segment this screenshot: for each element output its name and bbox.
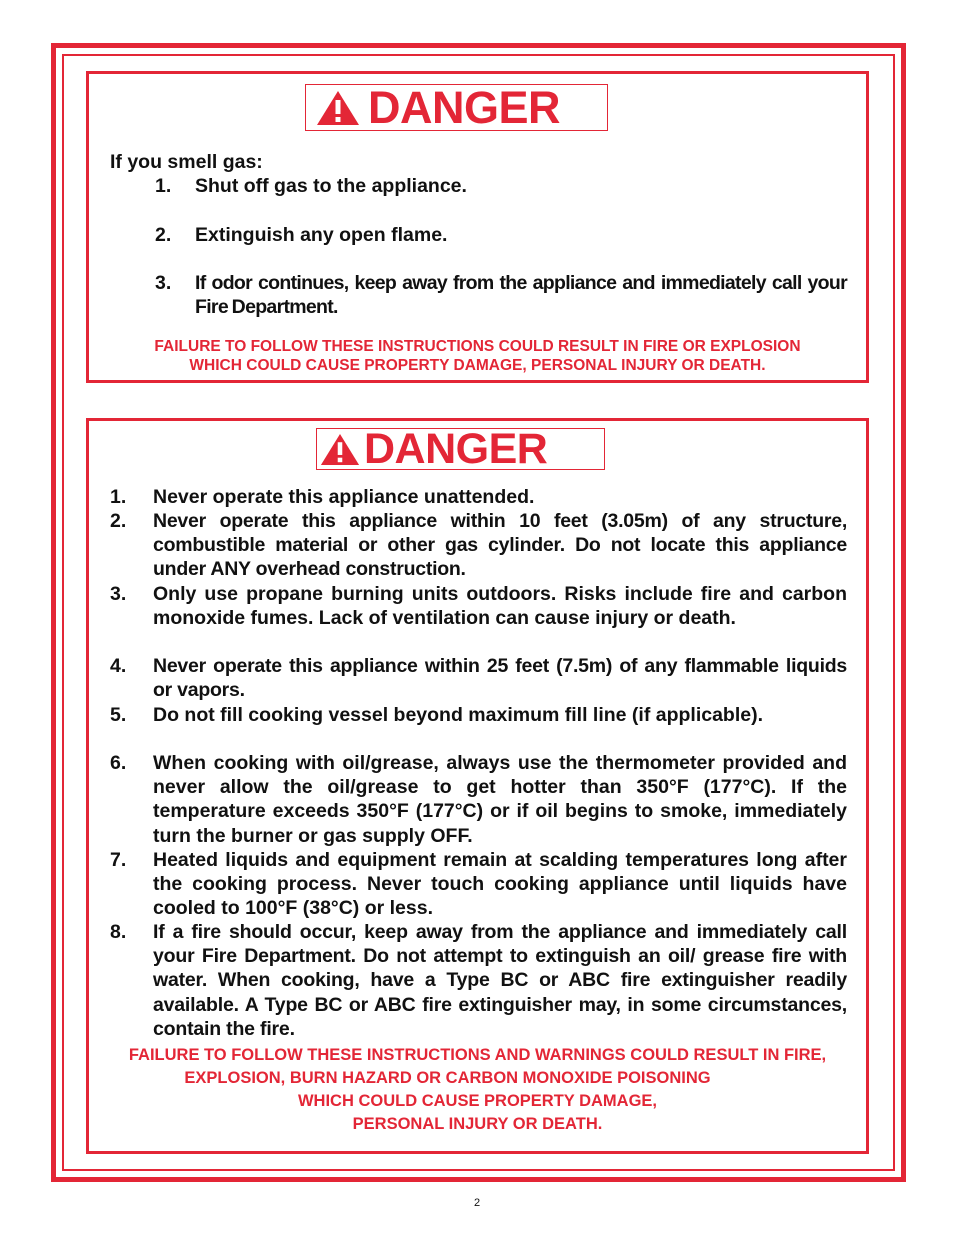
s2-item-5-num: 5. (110, 704, 127, 726)
gas-intro: If you smell gas: (110, 151, 263, 173)
s2-warning-line-2: EXPLOSION, BURN HAZARD OR CARBON MONOXIDE POISONING (184, 1069, 711, 1087)
s1-item-1-text: Shut off gas to the appliance. (195, 175, 467, 197)
s2-item-7-text: Heated liquids and equipment remain at scalding temperatures long after the cooking process. Never touch cooking appliance until liquids have cooled to 100°F (38°C) or less. (153, 849, 847, 920)
danger-header-1 (305, 84, 608, 131)
s1-item-1-num: 1. (155, 175, 172, 197)
s2-item-3-num: 3. (110, 583, 127, 605)
s1-warning-line-1: FAILURE TO FOLLOW THESE INSTRUCTIONS COULD RESULT IN FIRE OR EXPLOSION (154, 338, 801, 355)
s2-item-2-text: Never operate this appliance within 10 feet (3.05m) of any structure, combustible material or other gas cylinder. Do not locate this appliance under ANY overhead construction. (153, 510, 847, 581)
s1-warning-line-2: WHICH COULD CAUSE PROPERTY DAMAGE, PERSONAL INJURY OR DEATH. (189, 357, 766, 374)
s2-item-2-num: 2. (110, 510, 127, 532)
s2-item-6-num: 6. (110, 752, 127, 774)
s2-item-3-text: Only use propane burning units outdoors. Risks include fire and carbon monoxide fumes. Lack of ventilation can cause injury or death. (153, 583, 847, 630)
s2-item-6-text: When cooking with oil/grease, always use the thermometer provided and never allow the oil/grease to get hotter than 350°F (177°C). If the temperature exceeds 350°F (177°C) or if oil begins to smoke, immediately turn the burner or gas supply OFF. (153, 752, 847, 847)
s1-item-3-num: 3. (155, 272, 172, 294)
danger-title: DANGER (364, 424, 548, 473)
s1-item-3-text: If odor continues, keep away from the appliance and immediately call your Fire Department. (195, 272, 847, 319)
s2-item-4-num: 4. (110, 655, 127, 677)
danger-title: DANGER (368, 82, 561, 133)
s2-item-5-text: Do not fill cooking vessel beyond maximum fill line (if applicable). (153, 704, 764, 726)
s2-item-1-num: 1. (110, 486, 127, 508)
s2-item-8-num: 8. (110, 921, 127, 943)
s2-item-7-num: 7. (110, 849, 127, 871)
s2-warning-line-4: PERSONAL INJURY OR DEATH. (352, 1115, 603, 1133)
s2-warning-line-1: FAILURE TO FOLLOW THESE INSTRUCTIONS AND WARNINGS COULD RESULT IN FIRE, (128, 1046, 827, 1064)
page-number: 2 (473, 1197, 481, 1209)
s2-warning-line-3: WHICH COULD CAUSE PROPERTY DAMAGE, (297, 1092, 658, 1110)
s2-item-1-text: Never operate this appliance unattended. (153, 486, 535, 508)
s2-item-8-text: If a fire should occur, keep away from the appliance and immediately call your Fire Department. Do not attempt to extinguish an oil/ grease fire with water. When cooking, have a Type BC or ABC fire extinguisher readily available. A Type BC or ABC fire extinguisher may, in some circumstances, contain the fire. (153, 921, 847, 1040)
s1-item-2-num: 2. (155, 224, 172, 246)
s2-warning (86, 1044, 869, 1136)
s2-item-4-text: Never operate this appliance within 25 feet (7.5m) of any flammable liquids or vapors. (153, 655, 847, 702)
warning-triangle-icon (316, 90, 360, 126)
s1-item-2-text: Extinguish any open flame. (195, 224, 448, 246)
s1-warning (90, 337, 865, 375)
warning-triangle-icon (320, 433, 360, 466)
danger-header-2 (316, 424, 605, 473)
